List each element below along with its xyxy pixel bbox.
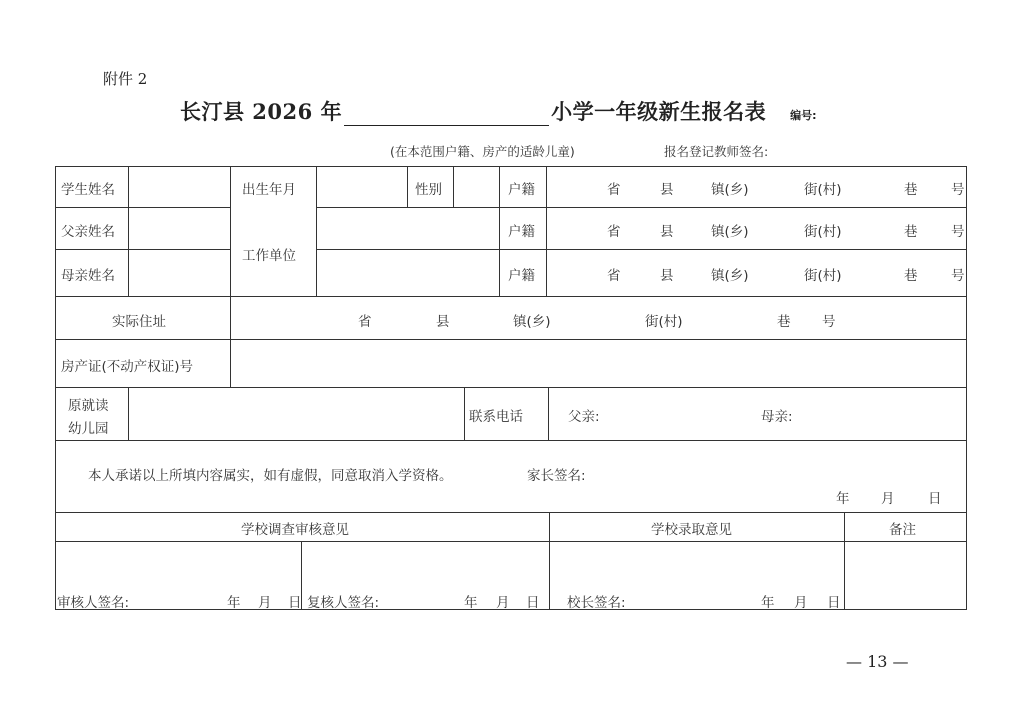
table-border-right bbox=[966, 166, 967, 610]
kindergarten-label-line2: 幼儿园 bbox=[68, 421, 109, 437]
principal-sign-label: 校长签名: bbox=[567, 595, 626, 611]
addr-county: 县 bbox=[660, 224, 674, 240]
gender-field[interactable] bbox=[454, 167, 498, 207]
phone-label: 联系电话 bbox=[469, 409, 523, 425]
addr-street: 街(村) bbox=[804, 268, 842, 284]
kindergarten-label-line1: 原就读 bbox=[68, 398, 109, 414]
addr-county: 县 bbox=[660, 182, 674, 198]
addr-number: 号 bbox=[951, 268, 965, 284]
school-admit-header: 学校录取意见 bbox=[651, 522, 732, 538]
addr-town: 镇(乡) bbox=[711, 182, 749, 198]
form-title bbox=[180, 96, 816, 130]
column-divider bbox=[499, 166, 500, 296]
attachment-label: 附件 2 bbox=[103, 70, 148, 88]
property-cert-label: 房产证(不动产权证)号 bbox=[61, 359, 194, 375]
row-divider bbox=[55, 249, 230, 250]
row-divider bbox=[316, 207, 967, 208]
reviewer-sign-label: 审核人签名: bbox=[57, 595, 130, 611]
addr-street: 街(村) bbox=[804, 224, 842, 240]
student-name-label: 学生姓名 bbox=[61, 182, 115, 198]
school-review-header: 学校调查审核意见 bbox=[241, 522, 349, 538]
table-border-left bbox=[55, 166, 56, 610]
title-prefix: 长汀县 2026 年 bbox=[180, 99, 343, 124]
remarks-header: 备注 bbox=[889, 522, 916, 538]
addr-county: 县 bbox=[436, 314, 450, 330]
date-year: 年 bbox=[464, 595, 478, 611]
addr-town: 镇(乡) bbox=[513, 314, 551, 330]
column-divider bbox=[548, 387, 549, 440]
addr-lane: 巷 bbox=[904, 224, 918, 240]
addr-lane: 巷 bbox=[904, 182, 918, 198]
father-phone-label: 父亲: bbox=[568, 409, 600, 425]
parent-sign-label: 家长签名: bbox=[527, 468, 586, 484]
eligibility-note: (在本范围户籍、房产的适龄儿童) bbox=[390, 144, 575, 159]
date-day: 日 bbox=[288, 595, 302, 611]
kindergarten-field[interactable] bbox=[129, 388, 464, 440]
addr-province: 省 bbox=[358, 314, 372, 330]
property-cert-field[interactable] bbox=[231, 340, 966, 387]
actual-address-label: 实际住址 bbox=[112, 314, 166, 330]
huji-label: 户籍 bbox=[508, 268, 535, 284]
addr-number: 号 bbox=[822, 314, 836, 330]
date-day: 日 bbox=[526, 595, 540, 611]
column-divider bbox=[546, 166, 547, 296]
row-divider bbox=[55, 440, 967, 441]
huji-label: 户籍 bbox=[508, 182, 535, 198]
mother-phone-label: 母亲: bbox=[761, 409, 793, 425]
addr-province: 省 bbox=[607, 224, 621, 240]
row-divider bbox=[55, 541, 967, 542]
date-year: 年 bbox=[227, 595, 241, 611]
huji-label: 户籍 bbox=[508, 224, 535, 240]
pledge-text: 本人承诺以上所填内容属实，如有虚假，同意取消入学资格。 bbox=[88, 468, 453, 484]
birth-date-label: 出生年月 bbox=[242, 182, 296, 198]
date-day: 日 bbox=[827, 595, 841, 611]
date-day: 日 bbox=[928, 491, 942, 507]
row-divider bbox=[55, 296, 967, 297]
addr-town: 镇(乡) bbox=[711, 224, 749, 240]
registration-form-table bbox=[55, 166, 967, 610]
student-name-field[interactable] bbox=[129, 167, 229, 207]
birth-date-field[interactable] bbox=[317, 167, 406, 207]
addr-number: 号 bbox=[951, 182, 965, 198]
date-month: 月 bbox=[881, 491, 895, 507]
date-year: 年 bbox=[836, 491, 850, 507]
addr-street: 街(村) bbox=[645, 314, 683, 330]
addr-street: 街(村) bbox=[804, 182, 842, 198]
row-divider bbox=[55, 207, 230, 208]
gender-label: 性别 bbox=[415, 182, 442, 198]
school-name-blank[interactable] bbox=[344, 103, 549, 126]
date-month: 月 bbox=[496, 595, 510, 611]
column-divider bbox=[549, 512, 550, 610]
work-unit-label: 工作单位 bbox=[242, 248, 296, 264]
column-divider bbox=[464, 387, 465, 440]
father-name-label: 父亲姓名 bbox=[61, 224, 115, 240]
date-month: 月 bbox=[258, 595, 272, 611]
addr-number: 号 bbox=[951, 224, 965, 240]
title-suffix: 小学一年级新生报名表 bbox=[551, 99, 767, 124]
serial-number-label: 编号: bbox=[790, 109, 817, 122]
addr-county: 县 bbox=[660, 268, 674, 284]
column-divider bbox=[407, 166, 408, 207]
page-number: — 13 — bbox=[846, 652, 909, 671]
column-divider bbox=[844, 512, 845, 610]
row-divider bbox=[316, 249, 967, 250]
addr-lane: 巷 bbox=[777, 314, 791, 330]
addr-province: 省 bbox=[607, 182, 621, 198]
addr-town: 镇(乡) bbox=[711, 268, 749, 284]
mother-name-label: 母亲姓名 bbox=[61, 268, 115, 284]
date-year: 年 bbox=[761, 595, 775, 611]
addr-lane: 巷 bbox=[904, 268, 918, 284]
addr-province: 省 bbox=[607, 268, 621, 284]
rechecker-sign-label: 复核人签名: bbox=[307, 595, 380, 611]
teacher-sign-label: 报名登记教师签名: bbox=[664, 144, 769, 159]
row-divider bbox=[55, 512, 967, 513]
date-month: 月 bbox=[794, 595, 808, 611]
